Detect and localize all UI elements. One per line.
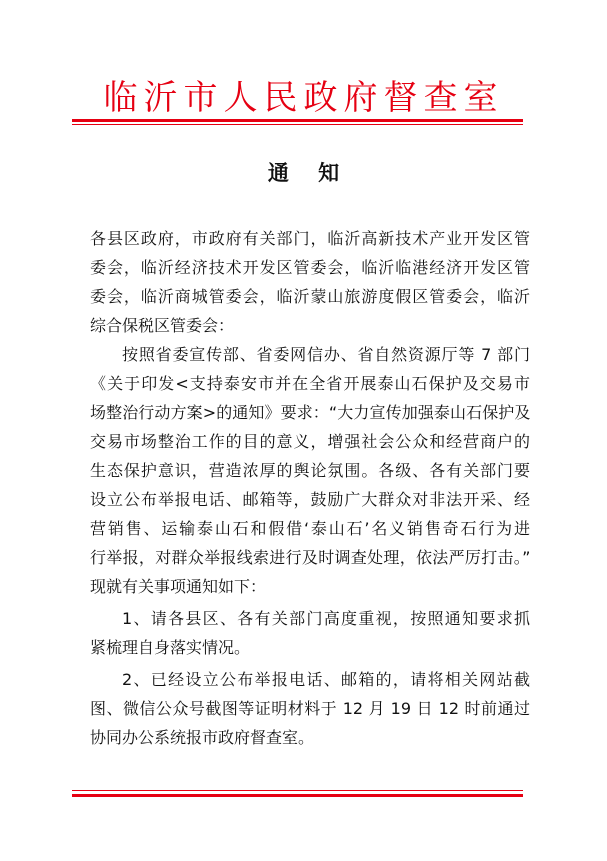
body-line: 协同办公系统报市政府督查室。 xyxy=(90,728,315,747)
body-line: 各县区政府，市政府有关部门，临沂高新技术产业开发区管 xyxy=(90,229,530,248)
header-rule-thin xyxy=(72,124,523,125)
body-line: 委会，临沂经济技术开发区管委会，临沂临港经济开发区管 xyxy=(90,258,530,277)
document-title: 通 知 xyxy=(267,161,340,185)
body-line: 交易市场整治工作的目的意义，增强社会公众和经营商户的 xyxy=(90,432,530,451)
issuer-name: 临沂市人民政府督查室 xyxy=(103,78,504,118)
body-line: 紧梳理自身落实情况。 xyxy=(90,638,251,657)
body-line: 委会，临沂商城管委会，临沂蒙山旅游度假区管委会，临沂 xyxy=(90,287,530,306)
header-rule-thick xyxy=(72,119,523,122)
body-line: 综合保税区管委会： xyxy=(90,316,235,335)
body-line: 现就有关事项通知如下： xyxy=(90,577,267,596)
body-line: 行举报，对群众举报线索进行及时调查处理，依法严厉打击。” xyxy=(90,548,530,567)
footer-rule-thin xyxy=(72,790,523,791)
body-line: 2、已经设立公布举报电话、邮箱的，请将相关网站截 xyxy=(122,670,530,689)
body-line: 1、请各县区、各有关部门高度重视，按照通知要求抓 xyxy=(122,609,530,628)
body-line: 生态保护意识，营造浓厚的舆论氛围。各级、各有关部门要 xyxy=(90,461,530,480)
body-line: 图、微信公众号截图等证明材料于 12 月 19 日 12 时前通过 xyxy=(90,699,530,718)
document-body xyxy=(90,224,530,752)
footer-rule-thick xyxy=(72,794,523,797)
body-line: 《关于印发<支持泰安市并在全省开展泰山石保护及交易市 xyxy=(90,374,530,393)
body-line: 设立公布举报电话、邮箱等，鼓励广大群众对非法开采、经 xyxy=(90,490,530,509)
body-line: 场整治行动方案>的通知》要求：“大力宣传加强泰山石保护及 xyxy=(90,403,530,422)
body-line: 营销售、运输泰山石和假借‘泰山石’名义销售奇石行为进 xyxy=(90,519,530,538)
body-line: 按照省委宣传部、省委网信办、省自然资源厅等 7 部门 xyxy=(122,345,530,364)
